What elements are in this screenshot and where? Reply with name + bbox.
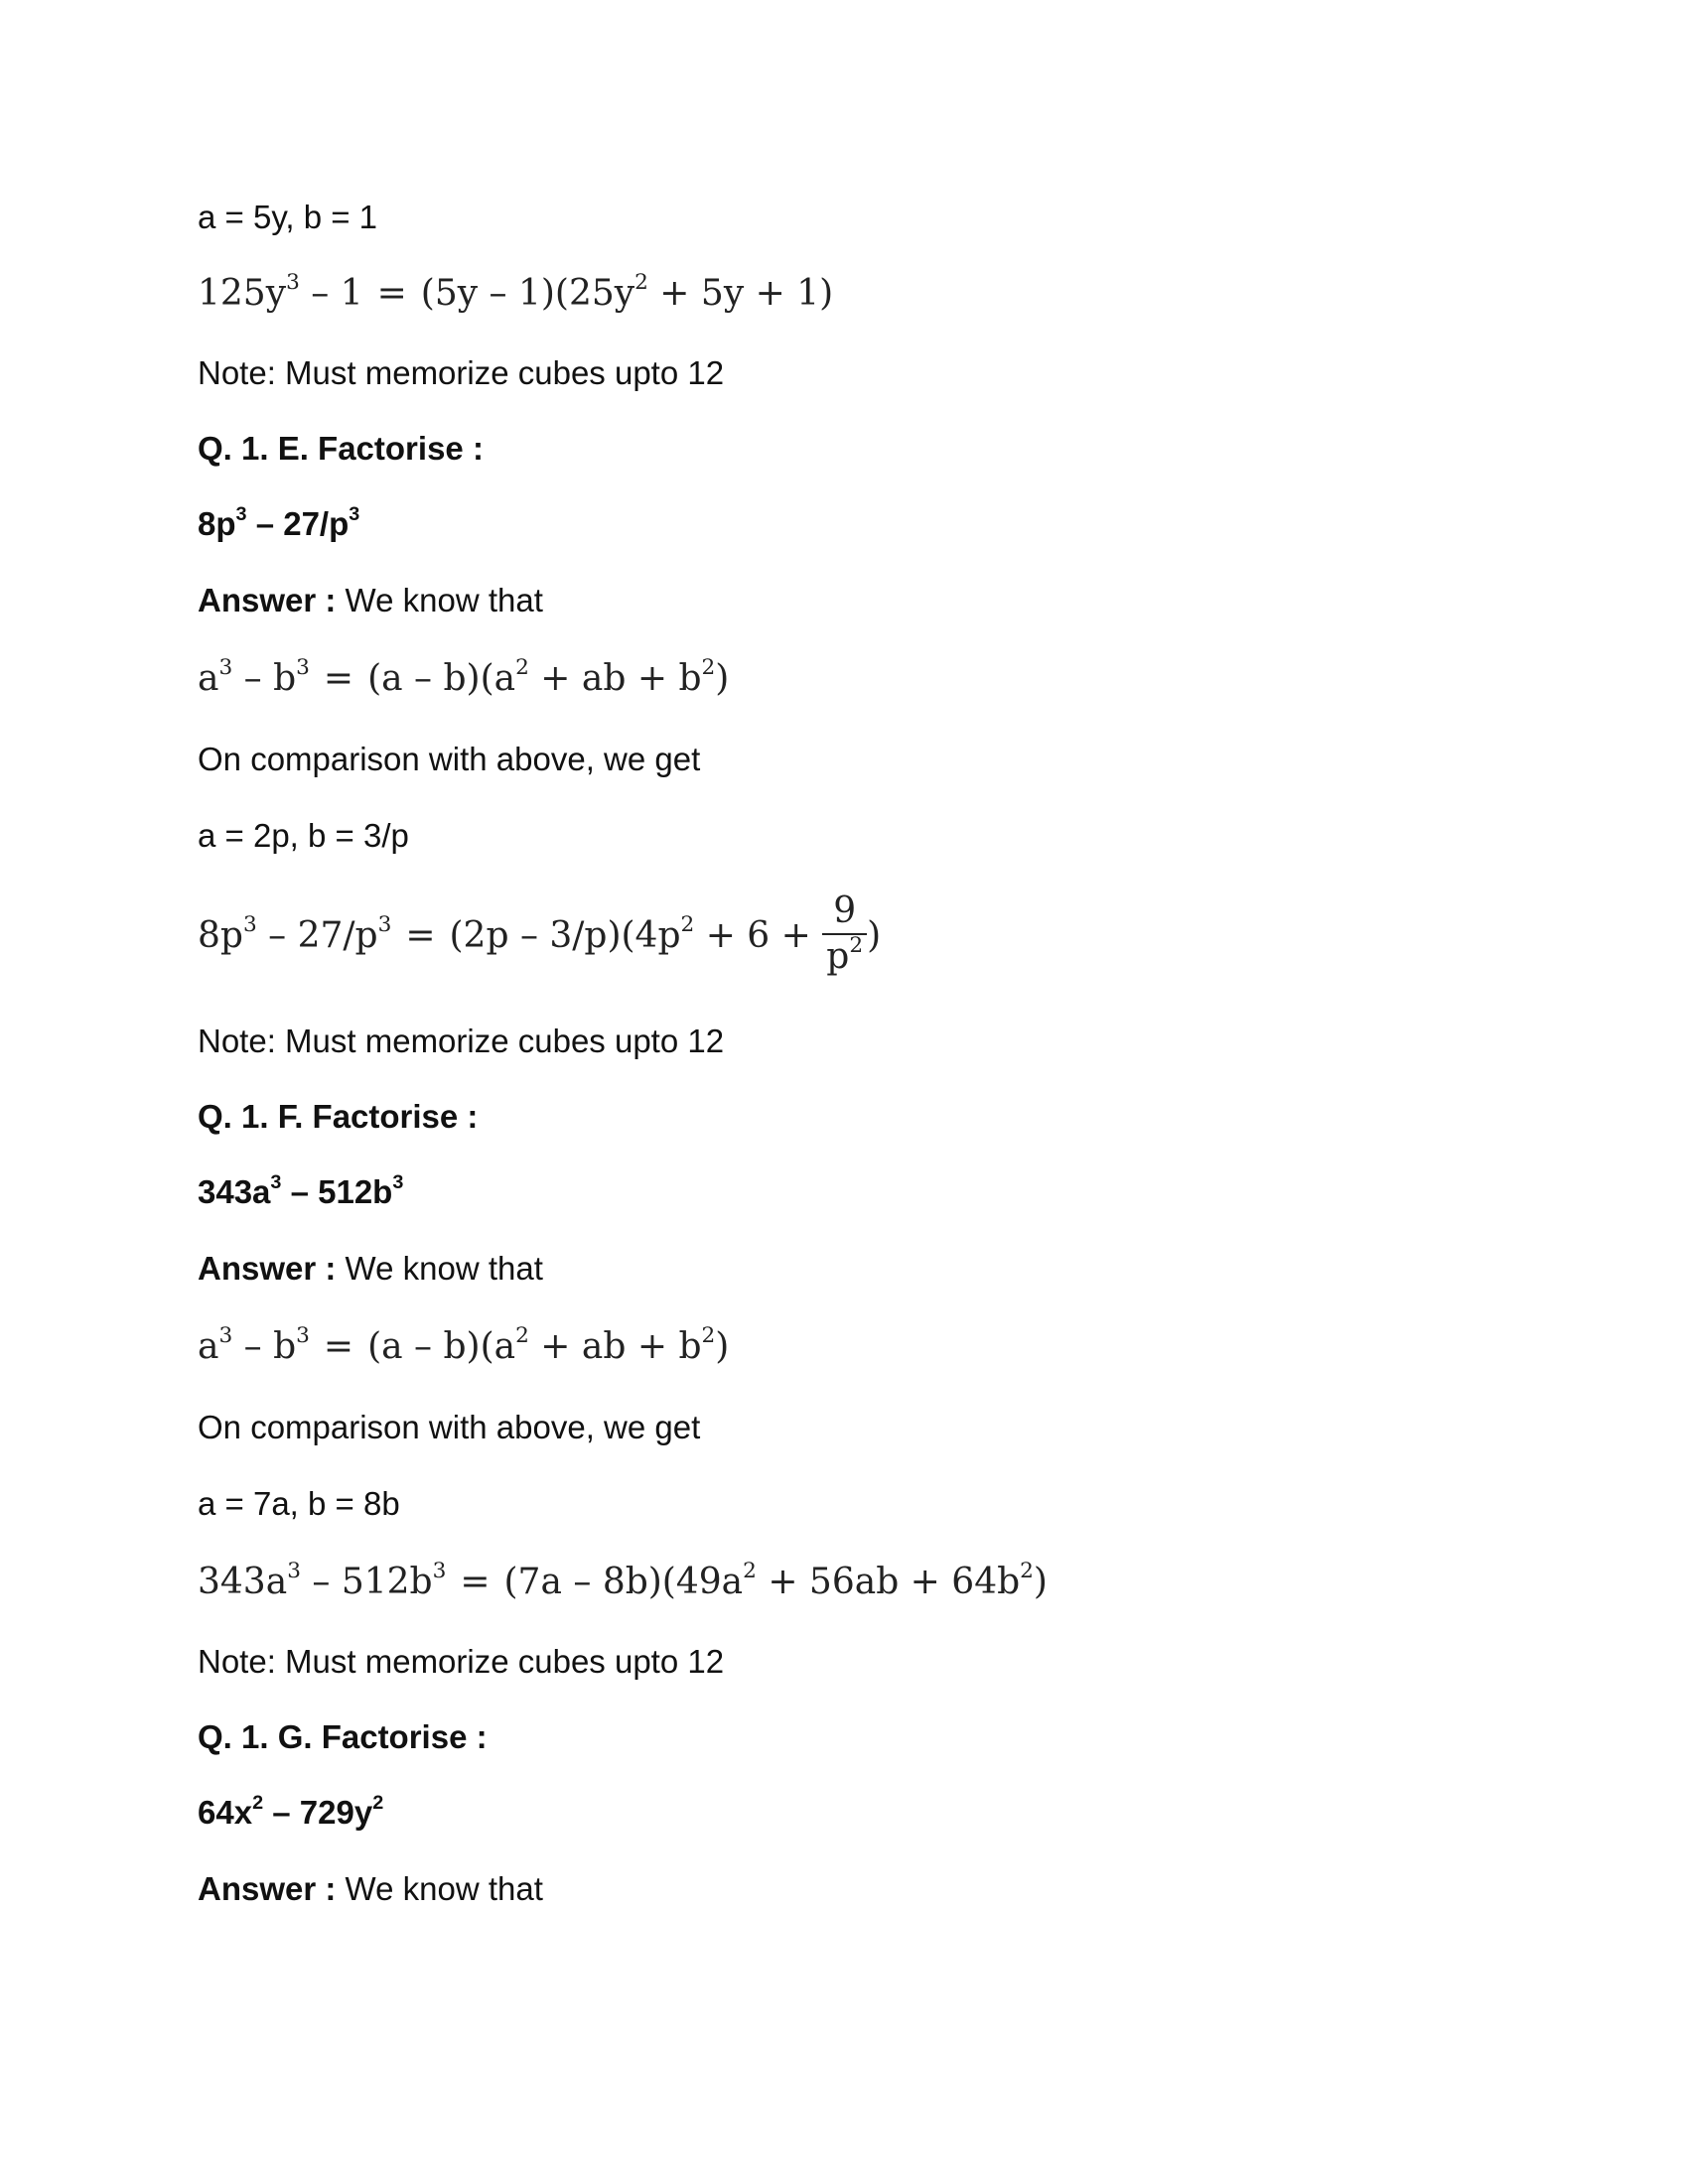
text-line: a = 5y, b = 1	[198, 199, 378, 235]
equation-identity-a3-b3: $a^3 - b^3 = (a - b)(a^2$ + ab + $b^2$)	[198, 654, 730, 699]
equation-cube-difference-343a: $343a^3 - 512b^3 = (7a - 8b)(49a^2 + 56ab + 64b^2)$	[198, 1558, 1048, 1602]
equation-identity-a3-b3: $a^3 - b^3 = (a - b)(a^2$ + ab + $b^2$)	[198, 1322, 730, 1367]
text-line: a = 7a, b = 8b	[198, 1485, 400, 1522]
note-line: Note: Must memorize cubes upto 12	[198, 1023, 725, 1059]
text-line: a = 2p, b = 3/p	[198, 817, 409, 854]
question-expression-1g: $64x^2 - 729y^2$	[198, 1792, 384, 1831]
answer-line: Answer : We know that	[198, 582, 543, 618]
question-expression-1f: $343a^3 - 512b^3$	[198, 1171, 404, 1210]
question-heading-1g: Q. 1. G. Factorise :	[198, 1718, 488, 1755]
question-expression-1e: $8p^3 - 27/p^3$	[198, 503, 360, 542]
question-heading-1f: Q. 1. F. Factorise :	[198, 1098, 479, 1135]
fraction: $\frac{9}{p^2}$	[822, 889, 867, 979]
question-heading-1e: Q. 1. E. Factorise :	[198, 430, 484, 467]
equation-cube-difference-8p: $8p^3 - 27/p^3 = (2p - 3/p)(4p^2 + 6$ + $\frac{9}{p^2}$ )	[198, 890, 882, 977]
equation-cube-difference-125y: $125y^3 - 1 = (5y - 1)(25y^2 + 5y + 1)$	[198, 269, 834, 314]
note-line: Note: Must memorize cubes upto 12	[198, 1643, 725, 1680]
answer-line: Answer : We know that	[198, 1870, 543, 1907]
note-line: Note: Must memorize cubes upto 12	[198, 354, 725, 391]
text-line: On comparison with above, we get	[198, 1409, 701, 1445]
answer-line: Answer : We know that	[198, 1250, 543, 1287]
text-line: On comparison with above, we get	[198, 741, 701, 777]
